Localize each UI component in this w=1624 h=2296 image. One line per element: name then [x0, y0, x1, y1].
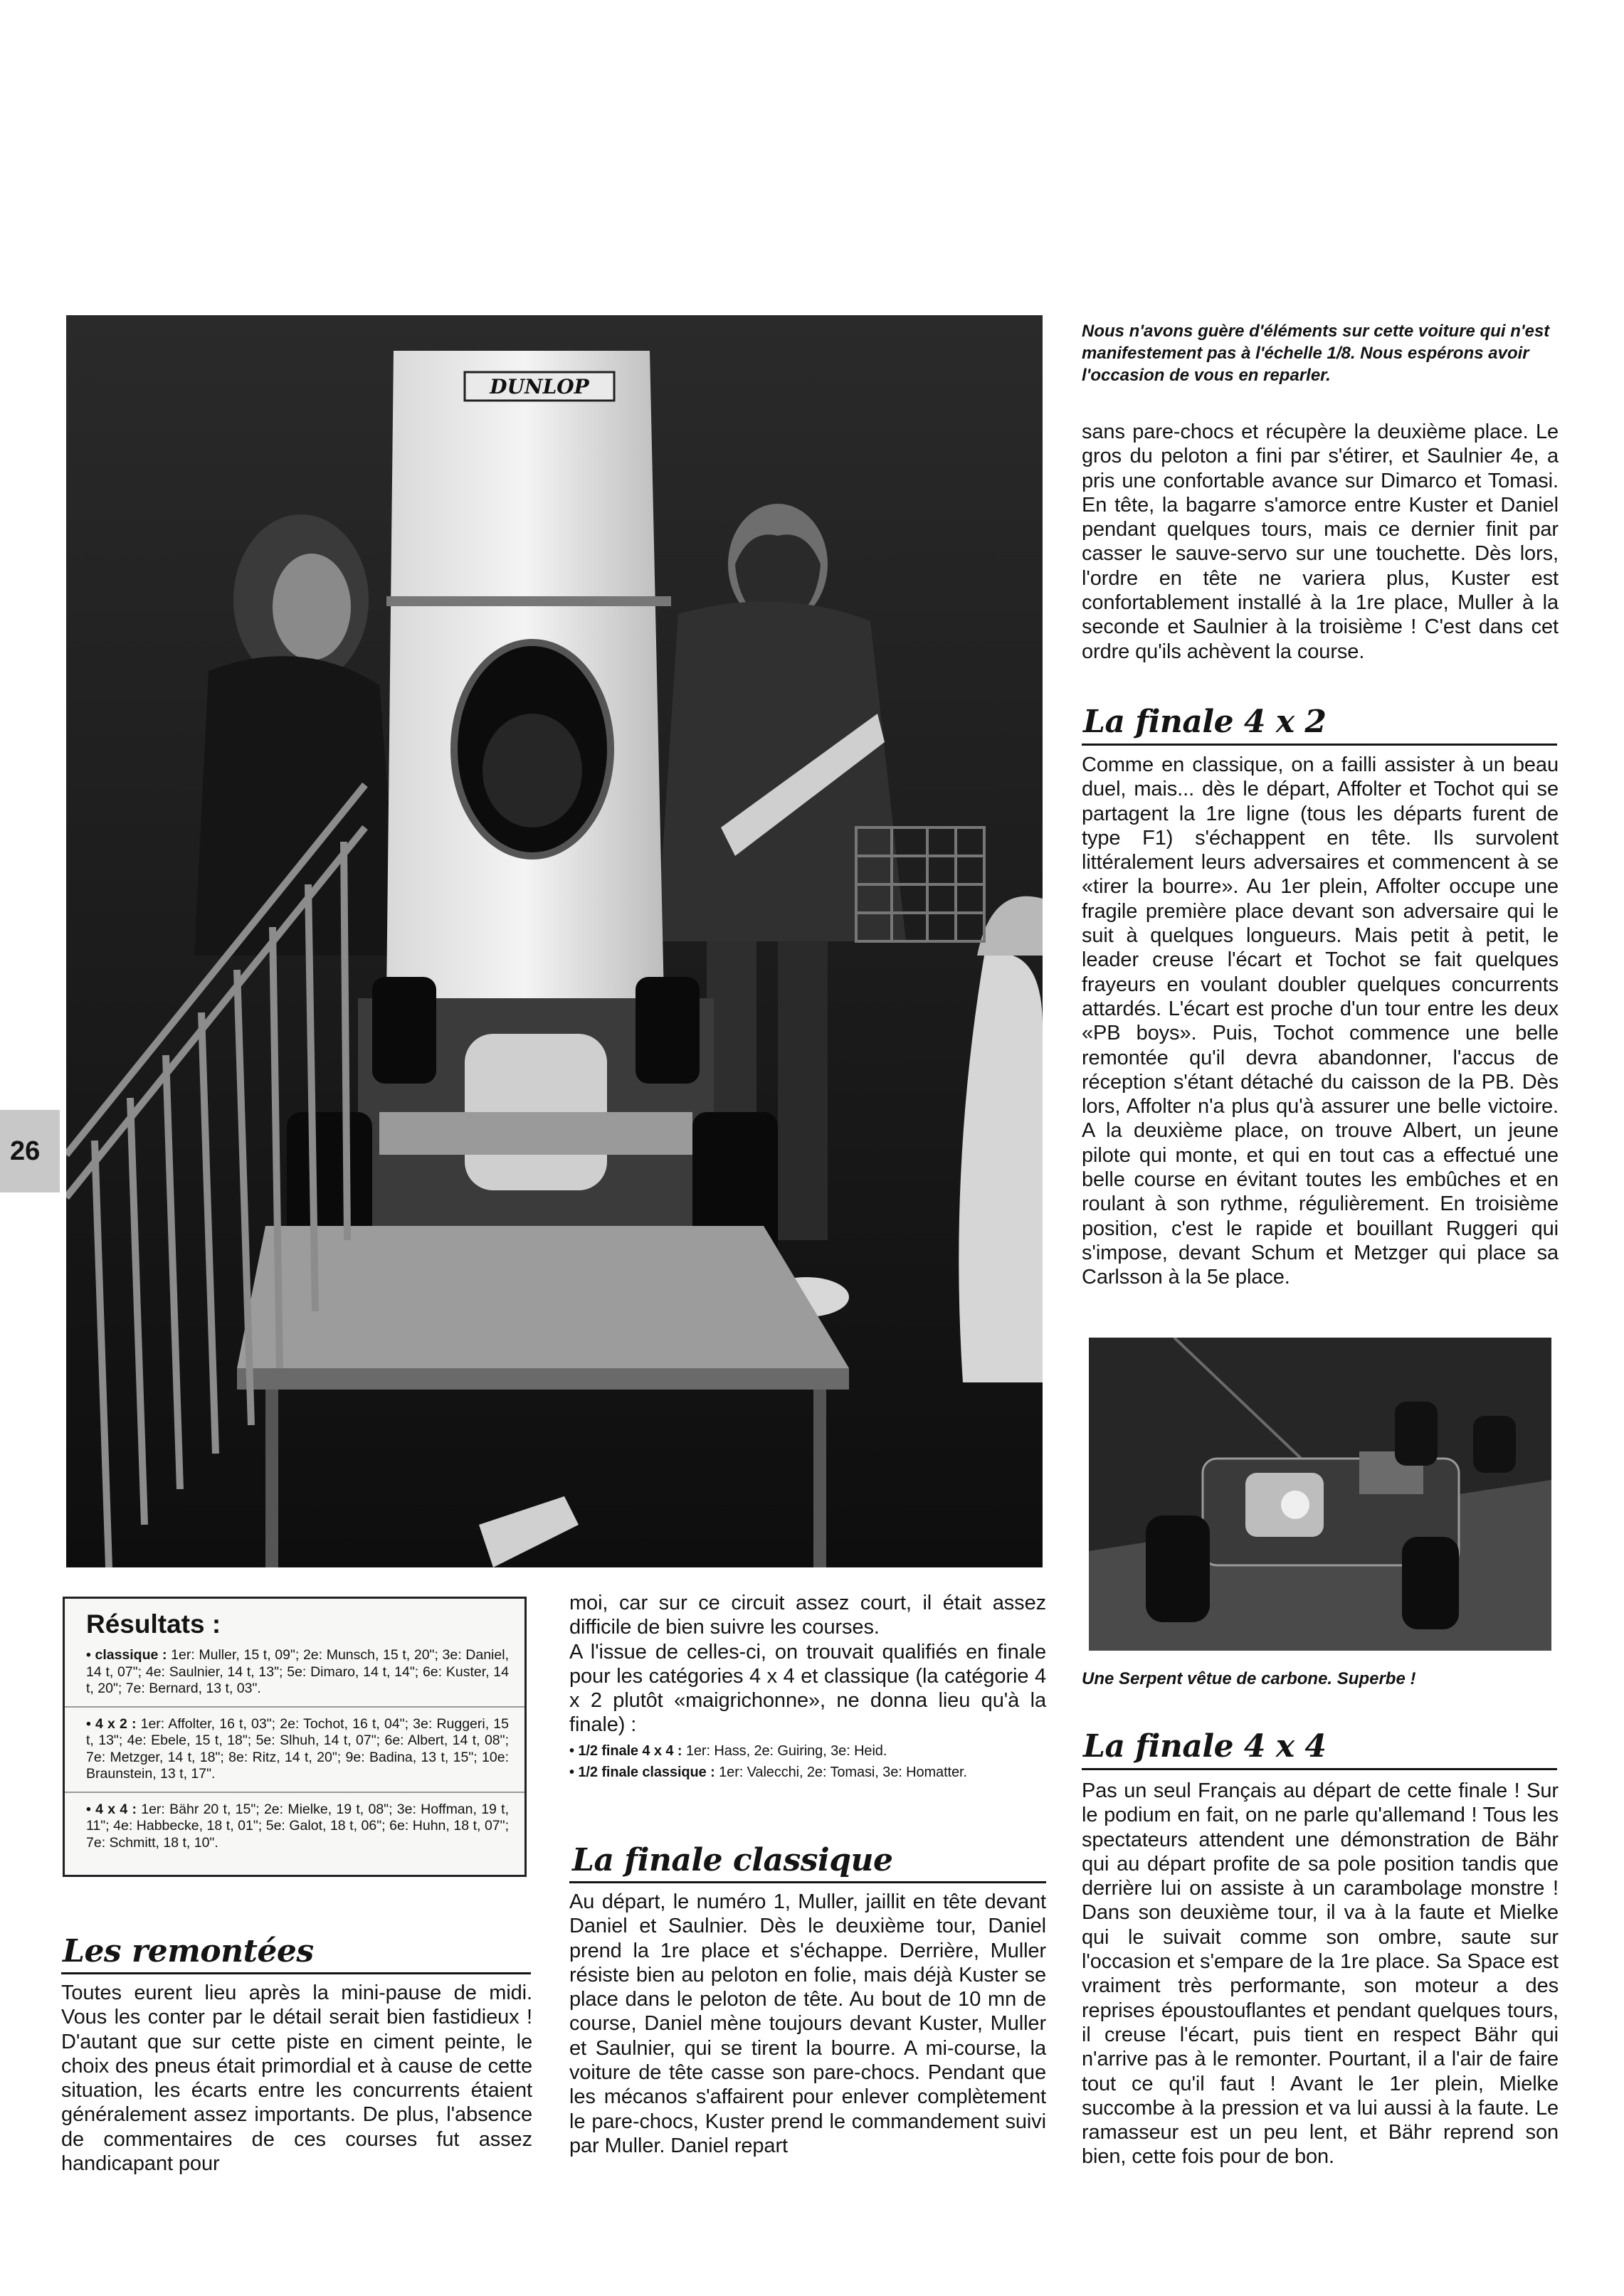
entry-text: 1er: Bähr 20 t, 15"; 2e: Mielke, 19 t, 08"; 3e: Hoffman, 19 t, 11"; 4e: Habbecke, 18 t, 01"; 5e: Galot, 18 t, 06"; 6e: Huhn, 18 t, 07"; 7e: Schmitt, 18 t, 10". [86, 1801, 509, 1851]
rc-car-display-image [66, 315, 1043, 1567]
middle-column-top-text [569, 1591, 1046, 1783]
item-label: • 1/2 finale 4 x 4 : [569, 1742, 682, 1759]
semi-final-list [569, 1740, 1046, 1783]
results-box [63, 1597, 527, 1877]
paragraph: Pas un seul Français au départ de cette finale ! Sur le podium en fait, on ne parle qu'allemand ! Tous les spectateurs attendent une démonstration de Bähr qui au départ profite de sa pole position tandis que derrière lui on assiste à un carambolage monstre ! Dans son deuxième tour, il va à la faute et Mielke qui le suivait comme son ombre, saute sur l'occasion et s'empare de la 1re place. Sa Space est vraiment très performante, son moteur a des reprises époustouflantes et pendant quelques tours, il creuse l'écart, puis tient en respect Bähr qui n'arrive pas à le remonter. Pourtant, il a l'air de faire tout ce qu'il faut ! Avant le 1er plein, Mielke succombe à la pression et va lui aussi à la faute. Le ramasseur est un peu lent, et Bähr reprend son bien, cette fois pour de bon. [1082, 1779, 1559, 2169]
heading-rule [61, 1972, 531, 1974]
item-text: 1er: Hass, 2e: Guiring, 3e: Heid. [682, 1742, 887, 1759]
heading-remontees: Les remontées [63, 1933, 314, 1969]
section-4x4-text [1082, 1779, 1559, 2169]
results-entry-4x2 [86, 1716, 509, 1783]
section-remontees-text [61, 1981, 532, 2176]
photo-caption-top: Nous n'avons guère d'éléments sur cette voiture qui n'est manifestement pas à l'échelle 1/8. Nous espérons avoir l'occasion de vous en reparler. [1082, 322, 1550, 385]
heading-finale-classique: La finale classique [572, 1842, 893, 1878]
heading-finale-4x4: La finale 4 x 4 [1083, 1728, 1327, 1765]
right-column-top-text [1082, 420, 1559, 664]
entry-label: • 4 x 4 : [86, 1801, 137, 1817]
serpent-car-image [1089, 1338, 1551, 1651]
entry-text: 1er: Affolter, 16 t, 03"; 2e: Tochot, 16 t, 04"; 3e: Ruggeri, 15 t, 13"; 4e: Ebele, 15 t, 18"; 5e: Slhuh, 14 t, 07"; 6e: Albert, 14 t, 08"; 7e: Metzger, 14 t, 18"; 8e: Ritz, 14 t, 20"; 9e: Badina, 13 t, 15"; 10e: Braunstein, 13 t, 17". [86, 1715, 509, 1782]
entry-label: • classique : [86, 1647, 167, 1663]
item-label: • 1/2 finale classique : [569, 1764, 715, 1780]
list-item [569, 1740, 1046, 1762]
heading-rule [1082, 744, 1557, 746]
entry-text: 1er: Muller, 15 t, 09"; 2e: Munsch, 15 t, 20"; 3e: Daniel, 14 t, 07"; 4e: Saulnier, 14 t, 13"; 5e: Dimaro, 14 t, 14"; 6e: Kuster, 14 t, 20"; 7e: Bernard, 13 t, 03". [86, 1647, 509, 1696]
paragraph: Toutes eurent lieu après la mini-pause de midi. Vous les conter par le détail serait bien fastidieux ! D'autant que sur cette piste en ciment peinte, le choix des pneus était primordial et à cause de cette situation, les écarts entre les concurrents étaient généralement assez importants. De plus, l'absence de commentaires de ces courses fut assez handicapant pour [61, 1982, 532, 2176]
paragraph: A l'issue de celles-ci, on trouvait qualifiés en finale pour les catégories 4 x 4 et classique (la catégorie 4 x 2 plutôt «maigrichonne», ne donna lieu qu'à la finale) : [569, 1640, 1046, 1737]
results-entry-4x4 [86, 1802, 509, 1852]
paragraph: Comme en classique, on a failli assister à un beau duel, mais... dès le départ, Affolter et Tochot qui se partagent la 1re ligne (tous les départs furent de type F1) s'échappent en tête. Ils survolent littéralement leurs adversaires et commencent à se «tirer la bourre». Au 1er plein, Affolter occupe une fragile première place devant son adversaire qui le suit à quelques longueurs. Mais petit à petit, le leader creuse l'écart et Tochot se fait quelques frayeurs en voulant doubler quelques concurrents attardés. L'écart est proche d'un tour entre les deux «PB boys». Puis, Tochot commence une belle remontée qu'il devra abandonner, l'accus de réception s'étant détaché du caisson de la PB. Dès lors, Affolter n'a plus qu'à assurer une belle victoire. A la deuxième place, on trouve Albert, un jeune pilote qui monte, et qui en tout cas a effectué une belle course en évitant toutes les embûches et en roulant à son rythme, régulièrement. En troisième position, c'est le rapide et bouillant Ruggeri qui s'impose, devant Schum et Metzger qui place sa Carlsson à la 5e place. [1082, 753, 1559, 1289]
heading-rule [569, 1881, 1046, 1883]
item-text: 1er: Valecchi, 2e: Tomasi, 3e: Homatter. [715, 1764, 967, 1780]
results-divider [65, 1706, 524, 1708]
small-photo [1089, 1338, 1551, 1651]
results-divider [65, 1792, 524, 1793]
heading-finale-4x2: La finale 4 x 2 [1083, 704, 1327, 740]
photo-caption-small: Une Serpent vêtue de carbone. Superbe ! [1082, 1669, 1416, 1688]
heading-rule [1082, 1768, 1557, 1770]
section-4x2-text [1082, 753, 1559, 1290]
page-number: 26 [10, 1136, 41, 1166]
entry-label: • 4 x 2 : [86, 1715, 137, 1732]
paragraph: sans pare-chocs et récupère la deuxième place. Le gros du peloton a fini par s'étirer, et Saulnier 4e, a pris une confortable avance sur Dimarco et Tomasi. En tête, la bagarre s'amorce entre Kuster et Daniel pendant quelques tours, mais ce dernier finit par casser le sauve-servo sur une touchette. Dès lors, l'ordre en tête ne variera plus, Kuster est confortablement installé à la 1re place, Muller à la seconde et Saulnier à la troisième ! C'est dans cet ordre qu'ils achèvent la course. [1082, 420, 1559, 663]
results-title: Résultats : [86, 1609, 221, 1639]
main-photo [66, 315, 1043, 1567]
list-item [569, 1762, 1046, 1783]
paragraph: Au départ, le numéro 1, Muller, jaillit en tête devant Daniel et Saulnier. Dès le deuxième tour, Daniel prend la 1re place et s'échappe. Derrière, Muller résiste bien au peloton en folie, mais déjà Kuster se place dans le peloton de tête. Au bout de 10 mn de course, Daniel mène toujours devant Kuster, Muller et Saulnier, qui se tirent la bourre. A mi-course, la voiture de tête casse son pare-chocs. Pendant que les mécanos s'affairent pour enlever complètement le pare-chocs, Kuster prend le commandement suivi par Muller. Daniel repart [569, 1890, 1046, 2157]
paragraph: moi, car sur ce circuit assez court, il était assez difficile de bien suivre les courses. [569, 1592, 1046, 1639]
results-entry-classique [86, 1647, 509, 1698]
banner-text: DUNLOP [490, 375, 589, 398]
section-classique-text [569, 1890, 1046, 2158]
